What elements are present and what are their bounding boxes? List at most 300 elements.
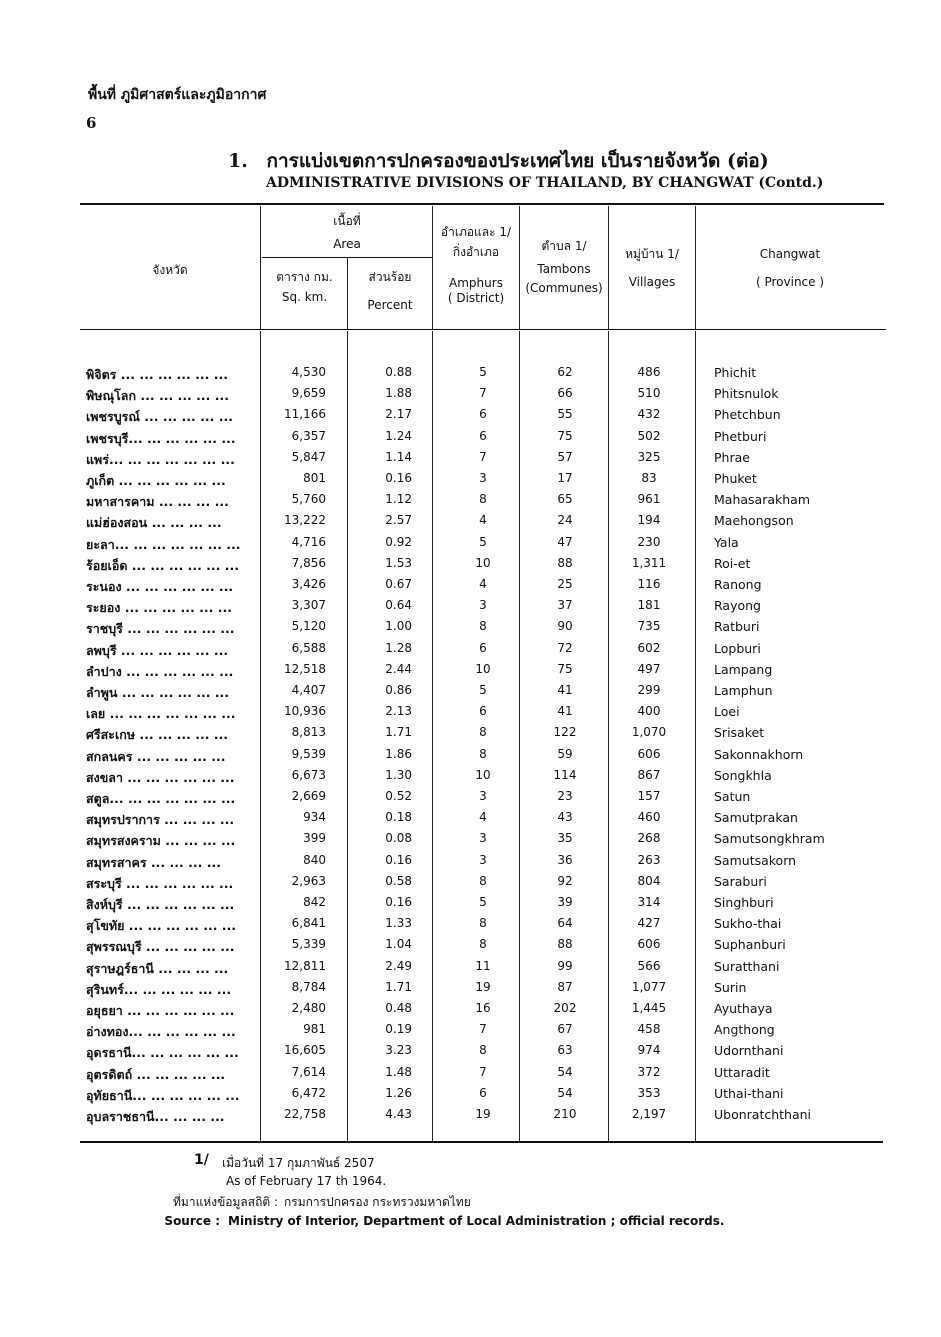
- percent-cell: 1.30: [385, 767, 412, 782]
- area-cell: 12,811: [284, 958, 326, 973]
- header-percent-thai: ส่วนร้อย: [368, 270, 412, 284]
- village-cell: 194: [637, 513, 661, 528]
- amphur-cell: 4: [479, 513, 487, 528]
- amphur-cell: 8: [479, 492, 487, 507]
- area-cell: 12,518: [284, 661, 326, 676]
- tambon-cell: 23: [557, 789, 573, 803]
- village-cell: 735: [637, 619, 661, 634]
- area-cell: 3,426: [291, 577, 326, 591]
- table-row: [80, 407, 880, 428]
- table-row: [80, 662, 880, 683]
- amphur-cell: 6: [479, 640, 487, 655]
- header-amphur-thai-2: กิ่งอำเภอ: [452, 245, 500, 259]
- percent-cell: 1.71: [385, 725, 412, 740]
- village-cell: 353: [637, 1085, 661, 1100]
- amphur-cell: 5: [479, 534, 487, 549]
- province-thai-cell: อุดรธานี... ... ... ... ... ...: [86, 1045, 239, 1061]
- table-row: [80, 747, 880, 768]
- area-cell: 4,530: [291, 365, 326, 379]
- percent-cell: 1.71: [385, 979, 412, 994]
- province-thai-cell: สมุทรปราการ ... ... ... ...: [86, 812, 235, 828]
- table-row: [80, 937, 880, 958]
- province-english-cell: Phrae: [714, 449, 750, 465]
- tambon-cell: 36: [557, 852, 573, 867]
- province-english-cell: Mahasarakham: [714, 492, 810, 508]
- area-cell: 934: [303, 810, 326, 825]
- tambon-cell: 35: [557, 831, 573, 846]
- province-thai-cell: ยะลา... ... ... ... ... ... ...: [86, 536, 241, 552]
- province-thai-cell: เพชรบูรณ์ ... ... ... ... ...: [86, 409, 233, 425]
- footnote-date-english: As of February 17 th 1964.: [226, 1174, 387, 1188]
- province-english-cell: Phitsnulok: [714, 386, 779, 402]
- header-sqkm-english: Sq. km.: [281, 290, 328, 304]
- percent-cell: 1.00: [385, 619, 412, 634]
- province-thai-cell: อุตรดิตถ์ ... ... ... ... ...: [86, 1066, 226, 1082]
- village-cell: 961: [637, 492, 661, 507]
- table-row: [80, 874, 880, 895]
- province-english-cell: Satun: [714, 789, 751, 804]
- percent-cell: 0.88: [385, 365, 412, 379]
- province-thai-cell: ราชบุรี ... ... ... ... ... ...: [86, 621, 235, 637]
- amphur-cell: 6: [479, 704, 487, 719]
- province-thai-cell: สุพรรณบุรี ... ... ... ... ...: [86, 939, 235, 955]
- village-cell: 1,070: [631, 725, 667, 740]
- amphur-cell: 3: [479, 471, 487, 485]
- tambon-cell: 25: [557, 577, 573, 591]
- tambon-cell: 99: [557, 958, 573, 973]
- percent-cell: 1.48: [385, 1064, 412, 1079]
- percent-cell: 1.14: [385, 449, 412, 464]
- header-area-english: Area: [333, 237, 361, 251]
- province-english-cell: Sukho-thai: [714, 916, 782, 932]
- province-english-cell: Lampang: [714, 661, 773, 677]
- province-english-cell: Surin: [714, 979, 747, 995]
- province-thai-cell: ระนอง ... ... ... ... ... ...: [86, 579, 234, 594]
- tambon-cell: 55: [557, 407, 573, 422]
- amphur-cell: 16: [475, 1001, 491, 1015]
- percent-cell: 1.28: [385, 640, 412, 655]
- table-row: [80, 1001, 880, 1022]
- province-english-cell: Suphanburi: [714, 937, 786, 953]
- province-thai-cell: ร้อยเอ็ด ... ... ... ... ... ...: [86, 557, 240, 573]
- tambon-cell: 54: [557, 1085, 573, 1100]
- area-cell: 842: [303, 895, 326, 909]
- amphur-cell: 8: [479, 619, 487, 634]
- amphur-cell: 11: [475, 958, 491, 973]
- tambon-cell: 65: [557, 492, 573, 507]
- province-english-cell: Suratthani: [714, 958, 780, 974]
- area-cell: 9,659: [291, 386, 326, 401]
- tambon-cell: 66: [557, 386, 573, 401]
- village-cell: 432: [637, 407, 661, 422]
- area-cell: 801: [303, 471, 326, 485]
- percent-cell: 0.19: [385, 1022, 412, 1037]
- header-amphur-english-1: Amphurs: [449, 276, 503, 290]
- amphur-cell: 6: [479, 1085, 487, 1100]
- province-english-cell: Ratburi: [714, 619, 760, 635]
- area-cell: 10,936: [284, 704, 326, 719]
- tambon-cell: 88: [557, 555, 573, 570]
- table-row: [80, 959, 880, 980]
- amphur-cell: 6: [479, 428, 487, 443]
- province-thai-cell: สิงห์บุรี ... ... ... ... ... ...: [86, 897, 235, 912]
- percent-cell: 0.16: [385, 852, 412, 867]
- area-cell: 7,614: [291, 1064, 326, 1079]
- village-cell: 1,445: [631, 1001, 667, 1015]
- percent-cell: 0.16: [385, 895, 412, 909]
- table-number: 1.: [228, 150, 248, 172]
- province-thai-cell: สงขลา ... ... ... ... ... ...: [86, 769, 235, 785]
- tambon-cell: 41: [557, 704, 573, 719]
- amphur-cell: 3: [479, 852, 487, 867]
- province-thai-cell: สตูล... ... ... ... ... ... ...: [86, 791, 236, 806]
- source-thai: กรมการปกครอง กระทรวงมหาดไทย: [284, 1195, 471, 1209]
- tambon-cell: 41: [557, 683, 573, 697]
- area-cell: 7,856: [291, 555, 326, 570]
- percent-cell: 1.24: [385, 428, 412, 443]
- area-cell: 3,307: [291, 598, 326, 613]
- province-english-cell: Lamphun: [714, 683, 773, 698]
- village-cell: 157: [637, 789, 661, 803]
- amphur-cell: 19: [475, 1107, 491, 1121]
- province-thai-cell: สุราษฎร์ธานี ... ... ... ...: [86, 960, 229, 976]
- amphur-cell: 8: [479, 725, 487, 740]
- area-cell: 6,673: [291, 767, 326, 782]
- province-english-cell: Udornthani: [714, 1043, 784, 1059]
- amphur-cell: 6: [479, 407, 487, 422]
- area-cell: 2,480: [291, 1001, 326, 1015]
- tambon-cell: 90: [557, 619, 573, 634]
- header-amphur-english-2: ( District): [447, 291, 505, 305]
- tambon-cell: 87: [557, 979, 573, 994]
- tambon-cell: 37: [557, 598, 573, 613]
- tambon-cell: 54: [557, 1064, 573, 1079]
- percent-cell: 0.67: [385, 577, 412, 591]
- percent-cell: 0.08: [385, 831, 412, 846]
- percent-cell: 2.17: [385, 407, 412, 422]
- source-label-english: Source :: [164, 1214, 220, 1228]
- area-cell: 6,588: [291, 640, 326, 655]
- area-cell: 4,407: [291, 683, 326, 697]
- table-row: [80, 577, 880, 598]
- table-row: [80, 556, 880, 577]
- col-divider: [260, 206, 261, 330]
- province-english-cell: Phichit: [714, 365, 757, 380]
- tambon-cell: 114: [553, 767, 577, 782]
- footnote-date-thai: เมื่อวันที่ 17 กุมภาพันธ์ 2507: [222, 1156, 375, 1170]
- percent-cell: 0.86: [385, 683, 412, 697]
- village-cell: 1,077: [631, 979, 667, 994]
- village-cell: 602: [637, 640, 661, 655]
- village-cell: 299: [637, 683, 661, 697]
- tambon-cell: 57: [557, 449, 573, 464]
- tambon-cell: 122: [553, 725, 577, 740]
- village-cell: 566: [637, 958, 661, 973]
- percent-cell: 0.16: [385, 471, 412, 485]
- percent-cell: 1.33: [385, 916, 412, 931]
- village-cell: 230: [637, 534, 661, 549]
- province-english-cell: Songkhla: [714, 767, 772, 783]
- area-cell: 8,813: [291, 725, 326, 740]
- table-bottom-rule: [80, 1141, 883, 1143]
- province-thai-cell: แพร่... ... ... ... ... ... ...: [86, 451, 235, 467]
- area-cell: 9,539: [291, 746, 326, 761]
- province-english-cell: Ayuthaya: [714, 1001, 773, 1016]
- table-row: [80, 641, 880, 662]
- village-cell: 804: [637, 873, 661, 888]
- percent-cell: 3.23: [385, 1043, 412, 1058]
- province-english-cell: Yala: [714, 534, 739, 550]
- area-cell: 2,669: [291, 789, 326, 803]
- table-row: [80, 365, 880, 386]
- province-english-cell: Roi-et: [714, 555, 751, 571]
- tambon-cell: 210: [553, 1107, 577, 1121]
- province-thai-cell: ระยอง ... ... ... ... ... ...: [86, 600, 232, 616]
- village-cell: 372: [637, 1064, 661, 1079]
- tambon-cell: 75: [557, 428, 573, 443]
- amphur-cell: 4: [479, 810, 487, 825]
- table-row: [80, 1065, 880, 1086]
- table-row: [80, 535, 880, 556]
- tambon-cell: 67: [557, 1022, 573, 1037]
- header-village-english: Villages: [628, 275, 676, 289]
- header-tambon-english-1: Tambons: [537, 262, 591, 276]
- header-tambon-english-2: (Communes): [525, 281, 603, 295]
- village-cell: 116: [637, 577, 661, 591]
- amphur-cell: 3: [479, 598, 487, 613]
- village-cell: 974: [637, 1043, 661, 1058]
- area-cell: 5,339: [291, 937, 326, 952]
- percent-cell: 1.26: [385, 1085, 412, 1100]
- area-cell: 399: [303, 831, 326, 846]
- province-thai-cell: ลำพูน ... ... ... ... ... ...: [86, 685, 230, 700]
- area-cell: 6,357: [291, 428, 326, 443]
- amphur-cell: 7: [479, 1064, 487, 1079]
- province-english-cell: Lopburi: [714, 640, 761, 656]
- percent-cell: 4.43: [385, 1107, 412, 1121]
- province-thai-cell: สระบุรี ... ... ... ... ... ...: [86, 875, 234, 891]
- tambon-cell: 62: [557, 365, 573, 379]
- tambon-cell: 88: [557, 937, 573, 952]
- percent-cell: 0.92: [385, 534, 412, 549]
- province-english-cell: Angthong: [714, 1022, 775, 1038]
- table-row: [80, 789, 880, 810]
- table-row: [80, 450, 880, 471]
- province-thai-cell: สกลนคร ... ... ... ... ...: [86, 748, 226, 764]
- province-thai-cell: ภูเก็ต ... ... ... ... ... ...: [86, 473, 226, 488]
- tambon-cell: 75: [557, 661, 573, 676]
- header-changwat-english-2: ( Province ): [755, 275, 825, 289]
- amphur-cell: 10: [475, 767, 491, 782]
- table-row: [80, 768, 880, 789]
- page-number: 6: [86, 114, 97, 132]
- village-cell: 458: [637, 1022, 661, 1037]
- province-thai-cell: เลย ... ... ... ... ... ... ...: [86, 706, 236, 722]
- table-row: [80, 471, 880, 492]
- province-english-cell: Phetburi: [714, 428, 767, 444]
- amphur-cell: 7: [479, 1022, 487, 1037]
- table-row: [80, 853, 880, 874]
- percent-cell: 0.58: [385, 873, 412, 888]
- percent-cell: 0.64: [385, 598, 412, 613]
- percent-cell: 1.04: [385, 937, 412, 952]
- amphur-cell: 8: [479, 746, 487, 761]
- table-row: [80, 1086, 880, 1107]
- province-english-cell: Uthai-thani: [714, 1085, 784, 1101]
- village-cell: 606: [637, 746, 661, 761]
- percent-cell: 2.49: [385, 958, 412, 973]
- table-row: [80, 492, 880, 513]
- header-village-thai: หมู่บ้าน 1/: [625, 247, 679, 261]
- tambon-cell: 92: [557, 873, 573, 888]
- province-thai-cell: อุทัยธานี... ... ... ... ... ...: [86, 1087, 240, 1103]
- tambon-cell: 59: [557, 746, 573, 761]
- amphur-cell: 19: [475, 979, 491, 994]
- village-cell: 83: [641, 471, 657, 485]
- amphur-cell: 5: [479, 895, 487, 909]
- percent-cell: 0.18: [385, 810, 412, 825]
- village-cell: 486: [637, 365, 661, 379]
- amphur-cell: 10: [475, 661, 491, 676]
- area-cell: 16,605: [284, 1043, 326, 1058]
- col-divider: [608, 206, 609, 330]
- province-thai-cell: อุบลราชธานี... ... ... ...: [86, 1109, 225, 1124]
- tambon-cell: 17: [557, 471, 573, 485]
- tambon-cell: 202: [553, 1001, 577, 1015]
- amphur-cell: 3: [479, 789, 487, 803]
- province-english-cell: Sakonnakhorn: [714, 746, 804, 762]
- province-english-cell: Samutsongkhram: [714, 831, 825, 847]
- header-area-thai: เนื้อที่: [333, 214, 361, 228]
- village-cell: 2,197: [631, 1107, 667, 1121]
- area-cell: 6,472: [291, 1085, 326, 1100]
- percent-cell: 2.57: [385, 513, 412, 528]
- percent-cell: 1.86: [385, 746, 412, 761]
- area-cell: 840: [303, 852, 326, 867]
- amphur-cell: 5: [479, 683, 487, 697]
- area-cell: 981: [303, 1022, 326, 1037]
- table-row: [80, 980, 880, 1001]
- village-cell: 181: [637, 598, 661, 613]
- tambon-cell: 72: [557, 640, 573, 655]
- table-row: [80, 1022, 880, 1043]
- percent-cell: 2.13: [385, 704, 412, 719]
- amphur-cell: 8: [479, 937, 487, 952]
- percent-cell: 2.44: [385, 661, 412, 676]
- province-thai-cell: อ่างทอง... ... ... ... ... ...: [86, 1024, 236, 1040]
- amphur-cell: 8: [479, 873, 487, 888]
- footnote-mark: 1/: [194, 1152, 209, 1168]
- province-thai-cell: มหาสารคาม ... ... ... ...: [86, 494, 229, 510]
- amphur-cell: 5: [479, 365, 487, 379]
- amphur-cell: 8: [479, 916, 487, 931]
- village-cell: 867: [637, 767, 661, 782]
- table-row: [80, 916, 880, 937]
- province-english-cell: Rayong: [714, 598, 761, 614]
- section-heading: พื้นที่ ภูมิศาสตร์และภูมิอากาศ: [88, 87, 267, 103]
- area-cell: 6,841: [291, 916, 326, 931]
- village-cell: 325: [637, 449, 661, 464]
- source-english: Ministry of Interior, Department of Local Administration ; official records.: [228, 1214, 725, 1228]
- percent-cell: 0.52: [385, 789, 412, 803]
- province-english-cell: Uttaradit: [714, 1064, 770, 1080]
- tambon-cell: 64: [557, 916, 573, 931]
- province-english-cell: Srisaket: [714, 725, 765, 741]
- table-row: [80, 831, 880, 852]
- province-english-cell: Maehongson: [714, 513, 794, 529]
- table-row: [80, 429, 880, 450]
- tambon-cell: 39: [557, 895, 573, 909]
- percent-cell: 0.48: [385, 1001, 412, 1015]
- province-thai-cell: สมุทรสงคราม ... ... ... ...: [86, 833, 236, 849]
- area-cell: 5,120: [291, 619, 326, 634]
- village-cell: 606: [637, 937, 661, 952]
- province-english-cell: Saraburi: [714, 873, 767, 889]
- village-cell: 263: [637, 852, 661, 867]
- table-title-thai-text: การแบ่งเขตการปกครองของประเทศไทย เป็นรายจังหวัด (ต่อ): [266, 150, 769, 172]
- table-row: [80, 1043, 880, 1064]
- header-changwat-english-1: Changwat: [759, 247, 821, 261]
- table-row: [80, 619, 880, 640]
- village-cell: 427: [637, 916, 661, 931]
- province-thai-cell: สมุทรสาคร ... ... ... ...: [86, 854, 221, 870]
- province-english-cell: Phuket: [714, 471, 757, 486]
- province-thai-cell: อยุธยา ... ... ... ... ... ...: [86, 1003, 235, 1018]
- table-title-english: ADMINISTRATIVE DIVISIONS OF THAILAND, BY CHANGWAT (Contd.): [266, 175, 824, 191]
- area-cell: 11,166: [284, 407, 326, 422]
- table-row: [80, 1107, 880, 1128]
- area-cell: 4,716: [291, 534, 326, 549]
- area-cell: 8,784: [291, 979, 326, 994]
- table-row: [80, 725, 880, 746]
- amphur-cell: 10: [475, 555, 491, 570]
- village-cell: 1,311: [631, 555, 667, 570]
- area-cell: 5,760: [291, 492, 326, 507]
- table-row: [80, 598, 880, 619]
- village-cell: 268: [637, 831, 661, 846]
- source-label-thai: ที่มาแห่งข้อมูลสถิติ :: [173, 1195, 278, 1209]
- area-cell: 13,222: [284, 513, 326, 528]
- table-row: [80, 810, 880, 831]
- amphur-cell: 3: [479, 831, 487, 846]
- province-thai-cell: ศรีสะเกษ ... ... ... ... ...: [86, 727, 229, 743]
- header-percent-english: Percent: [367, 298, 413, 312]
- province-english-cell: Ranong: [714, 577, 762, 592]
- province-thai-cell: ลพบุรี ... ... ... ... ... ...: [86, 642, 229, 658]
- village-cell: 314: [637, 895, 661, 909]
- province-thai-cell: สุรินทร์... ... ... ... ... ...: [86, 981, 232, 997]
- province-thai-cell: แม่ฮ่องสอน ... ... ... ...: [86, 515, 222, 531]
- province-english-cell: Ubonratchthani: [714, 1107, 812, 1122]
- province-thai-cell: สุโขทัย ... ... ... ... ... ...: [86, 918, 237, 934]
- area-cell: 2,963: [291, 873, 326, 888]
- area-cell: 5,847: [291, 449, 326, 464]
- province-thai-cell: เพชรบุรี... ... ... ... ... ...: [86, 430, 236, 446]
- header-province-thai: จังหวัด: [152, 263, 188, 277]
- province-english-cell: Singhburi: [714, 895, 774, 910]
- table-row: [80, 683, 880, 704]
- amphur-cell: 8: [479, 1043, 487, 1058]
- tambon-cell: 47: [557, 534, 573, 549]
- amphur-cell: 4: [479, 577, 487, 591]
- header-tambon-thai: ตำบล 1/: [541, 239, 587, 253]
- tambon-cell: 43: [557, 810, 573, 825]
- village-cell: 510: [637, 386, 661, 401]
- amphur-cell: 7: [479, 386, 487, 401]
- village-cell: 400: [637, 704, 661, 719]
- province-english-cell: Phetchbun: [714, 407, 781, 423]
- area-cell: 22,758: [284, 1107, 326, 1121]
